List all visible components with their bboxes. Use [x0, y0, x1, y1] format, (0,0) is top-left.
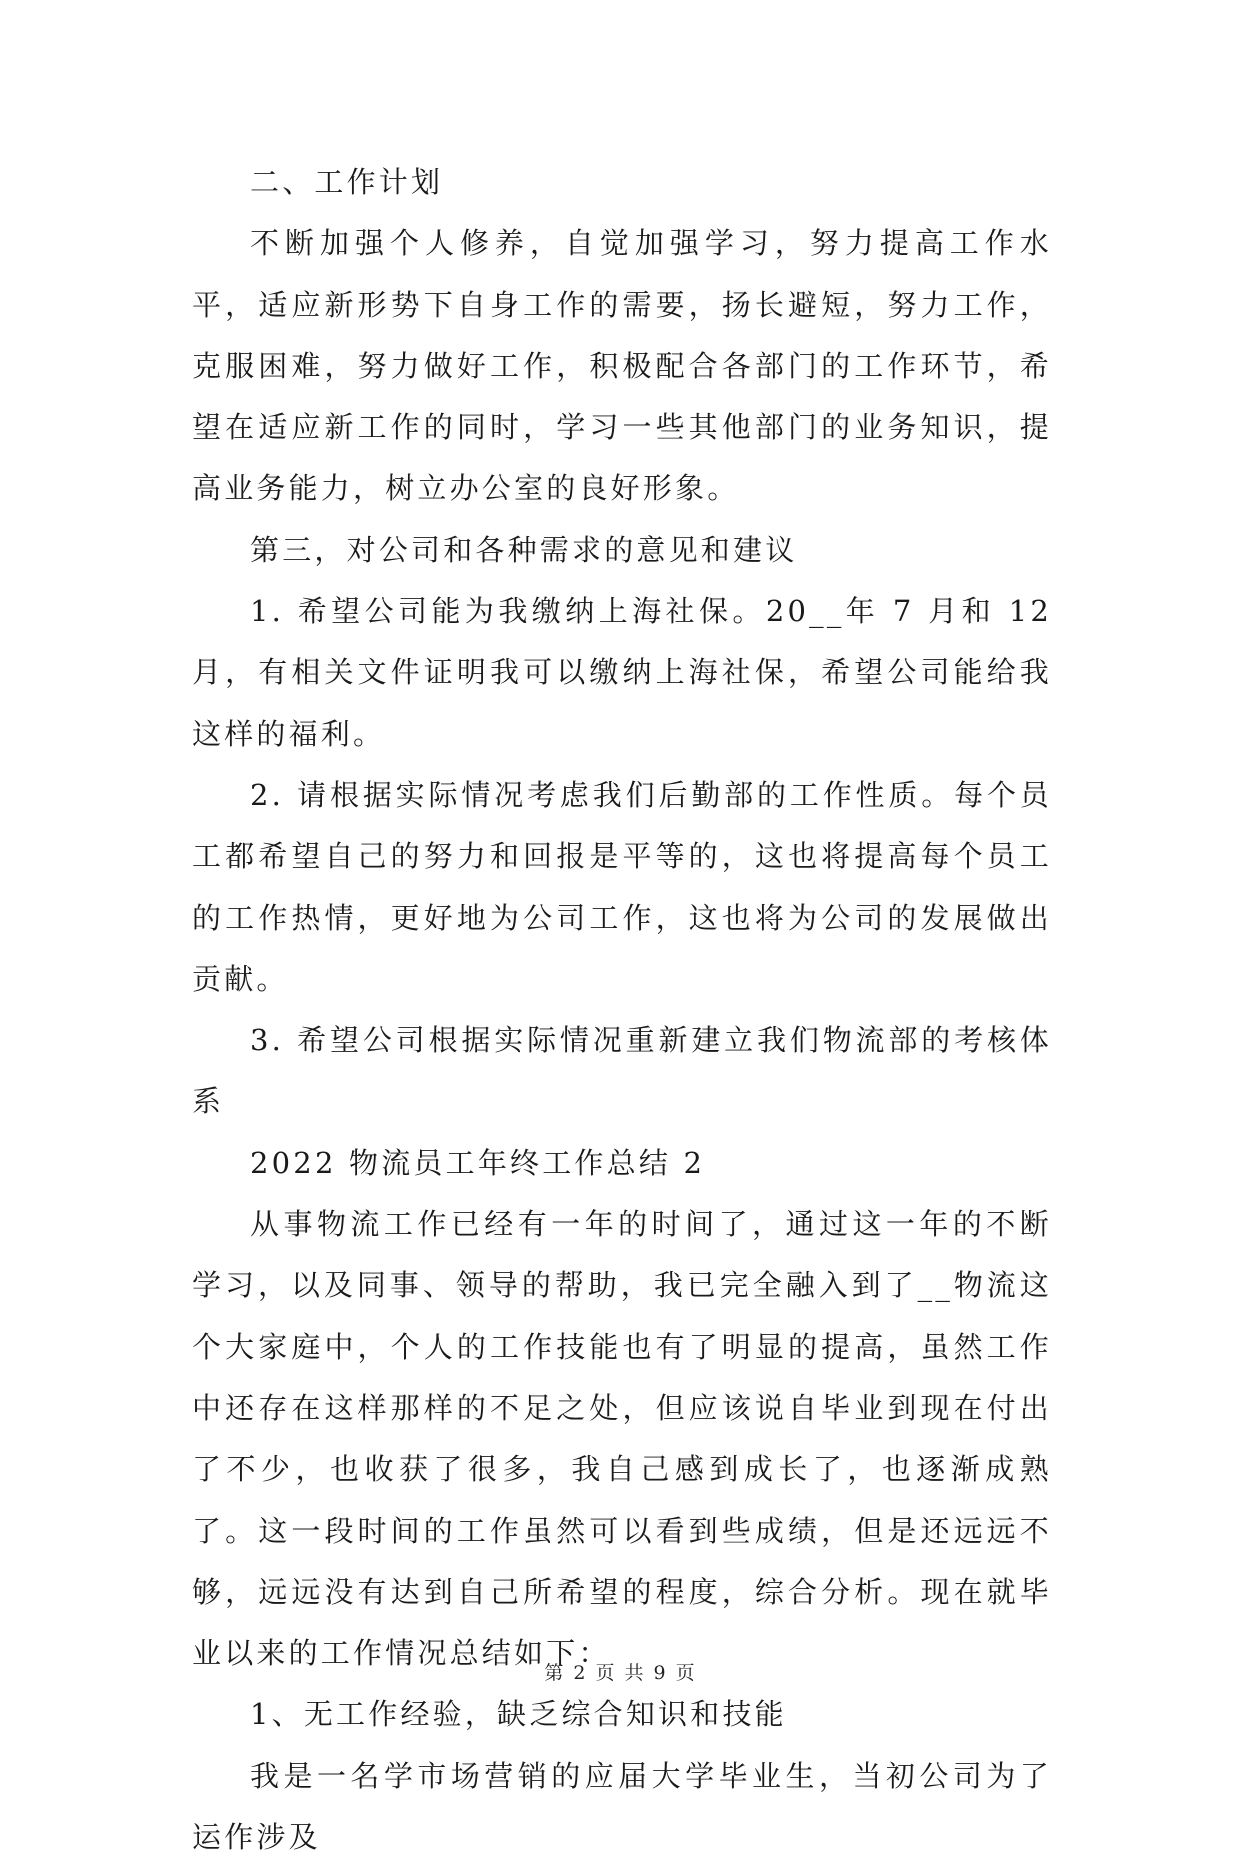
page-number-footer: 第 2 页 共 9 页	[544, 1662, 697, 1684]
paragraph: 我是一名学市场营销的应届大学毕业生，当初公司为了运作涉及	[192, 1758, 1052, 1855]
section-heading-suggestions: 第三，对公司和各种需求的意见和建议	[250, 532, 798, 567]
paragraph: 不断加强个人修养，自觉加强学习，努力提高工作水平，适应新形势下自身工作的需要，扬长避短，努力工作，克服困难，努力做好工作，积极配合各部门的工作环节，希望在适应新工作的同时，学习一些其他部门的业务知识，提高业务能力，树立办公室的良好形象。	[192, 226, 1052, 506]
paragraph: 从事物流工作已经有一年的时间了，通过这一年的不断学习，以及同事、领导的帮助，我已完全融入到了__物流这个大家庭中，个人的工作技能也有了明显的提高，虽然工作中还存在这样那样的不足之处，但应该说自毕业到现在付出了不少，也收获了很多，我自己感到成长了，也逐渐成熟了。这一段时间的工作虽然可以看到些成绩，但是还远远不够，远远没有达到自己所希望的程度，综合分析。现在就毕业以来的工作情况总结如下：	[192, 1207, 1052, 1671]
list-item: 3. 希望公司根据实际情况重新建立我们物流部的考核体系	[192, 1023, 1052, 1119]
section-heading: 1、无工作经验，缺乏综合知识和技能	[250, 1697, 787, 1732]
list-item: 2. 请根据实际情况考虑我们后勤部的工作性质。每个员工都希望自己的努力和回报是平等的，这也将提高每个员工的工作热情，更好地为公司工作，这也将为公司的发展做出贡献。	[192, 777, 1052, 996]
section-heading-work-plan: 二、工作计划	[250, 165, 444, 199]
document-subtitle: 2022 物流员工年终工作总结 2	[250, 1145, 706, 1180]
list-item: 1. 希望公司能为我缴纳上海社保。20__年 7 月和 12 月，有相关文件证明我可以缴纳上海社保，希望公司能给我这样的福利。	[192, 594, 1052, 751]
document-body	[192, 152, 1052, 1868]
